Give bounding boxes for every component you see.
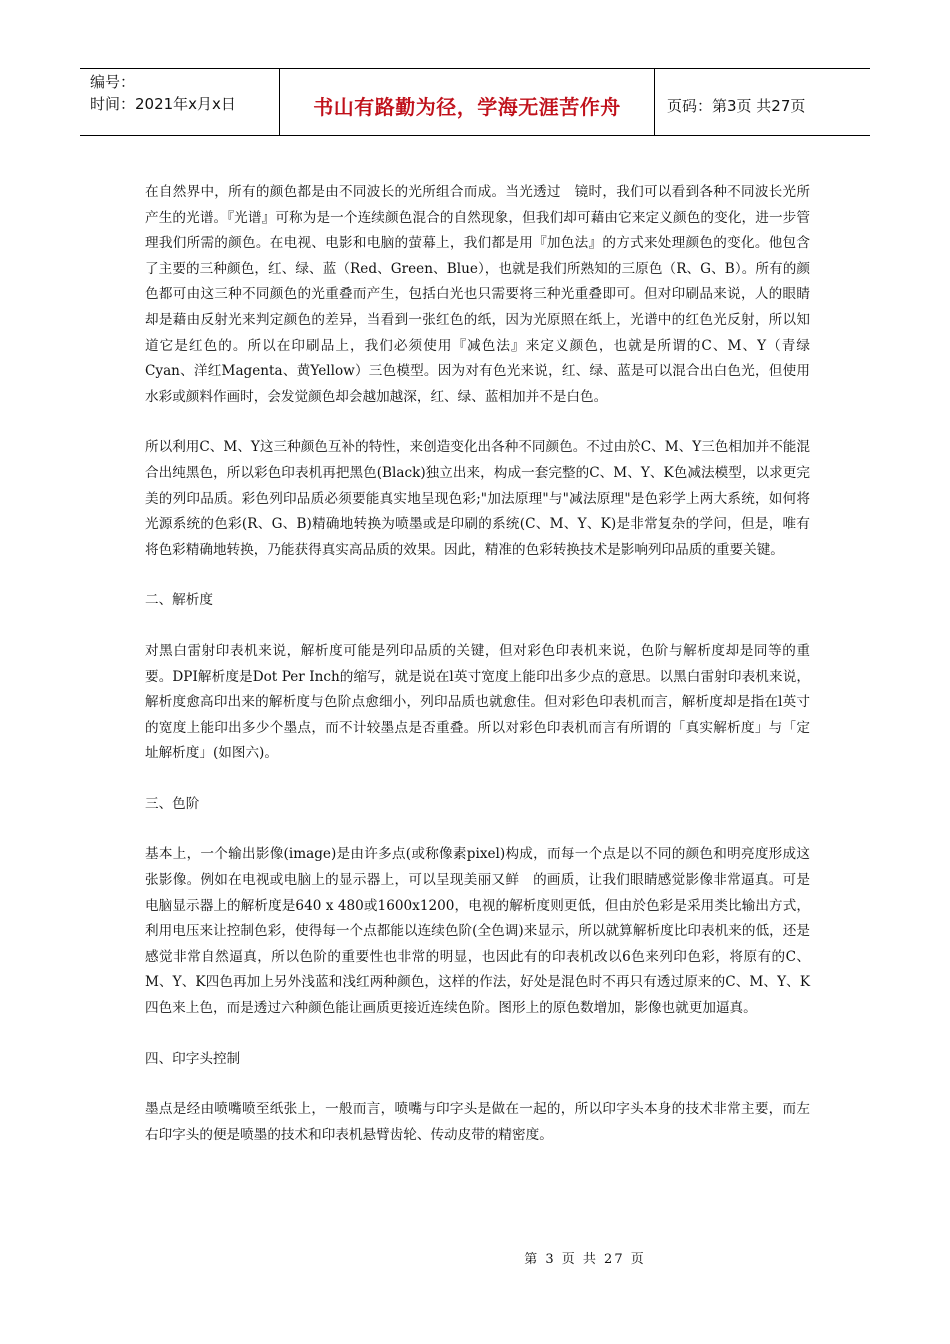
header-meta bbox=[80, 69, 280, 135]
paragraph: 基本上，一个输出影像(image)是由许多点(或称像素pixel)构成，而每一个点是以不同的颜色和明亮度形成这张影像。例如在电视或电脑上的显示器上，可以呈现美丽又鲜 的画质，让我们眼睛感觉影像非常逼真。可是电脑显示器上的解析度是640 x 480或1600x1200，电视的解析度则更低，但由於色彩是采用类比输出方式，利用电压来让控制色彩，使得每一个点都能以连续色阶(全色调)来显示，所以就算解析度比印表机来的低，还是感觉非常自然逼真，所以色阶的重要性也非常的明显，也因此有的印表机改以6色来列印色彩，将原有的C、M、Y、K四色再加上另外浅蓝和浅红两种颜色，这样的作法，好处是混色时不再只有透过原来的C、M、Y、K四色来上色，而是透过六种颜色能让画质更接近连续色阶。图形上的原色数增加，影像也就更加逼真。 bbox=[145, 846, 810, 1017]
header-page-info bbox=[655, 69, 870, 135]
header-motto-cell bbox=[280, 69, 655, 135]
page-header bbox=[80, 68, 870, 136]
paragraph: 所以利用C、M、Y这三种颜色互补的特性，来创造变化出各种不同颜色。不过由於C、M、Y三色相加并不能混合出纯黑色，所以彩色印表机再把黑色(Black)独立出来，构成一套完整的C、M、Y、K色减法模型，以求更完美的列印品质。彩色列印品质必须要能真实地呈现色彩;"加法原理"与"减法原理"是色彩学上两大系统，如何将光源系统的色彩(R、G、B)精确地转换为喷墨或是印刷的系统(C、M、Y、K)是非常复杂的学问，但是，唯有将色彩精确地转换，乃能获得真实高品质的效果。因此，精准的色彩转换技术是影响列印品质的重要关键。 bbox=[145, 439, 810, 558]
section-heading: 四、印字头控制 bbox=[145, 1050, 241, 1067]
footer-page-number: 第 3 页 共 27 页 bbox=[524, 1252, 646, 1267]
section-heading: 三、色阶 bbox=[145, 795, 200, 812]
paragraph: 在自然界中，所有的颜色都是由不同波长的光所组合而成。当光透过 镜时，我们可以看到各种不同波长光所产生的光谱。『光谱』可称为是一个连续颜色混合的自然现象，但我们却可藉由它来定义颜色的变化，进一步管理我们所需的颜色。在电视、电影和电脑的萤幕上，我们都是用『加色法』的方式来处理颜色的变化。他包含了主要的三种颜色，红、绿、蓝（Red、Green、Blue），也就是我们所熟知的三原色（R、G、B）。所有的颜色都可由这三种不同颜色的光重叠而产生，包括白光也只需要将三种光重叠即可。但对印刷品来说，人的眼睛却是藉由反射光来判定颜色的差异，当看到一张红色的纸，因为光原照在纸上，光谱中的红色光反射，所以知道它是红色的。所以在印刷品上，我们必须使用『减色法』来定义颜色，也就是所谓的C、M、Y（青绿Cyan、洋红Magenta、黄Yellow）三色模型。因为对有色光来说，红、绿、蓝是可以混合出白色光，但使用水彩或颜料作画时，会发觉颜色却会越加越深，红、绿、蓝相加并不是白色。 bbox=[145, 184, 810, 405]
paragraph: 对黑白雷射印表机来说，解析度可能是列印品质的关键，但对彩色印表机来说，色阶与解析度却是同等的重要。DPI解析度是Dot Per Inch的缩写，就是说在l英寸宽度上能印出多少点的意思。以黑白雷射印表机来说，解析度愈高印出来的解析度与色阶点愈细小，列印品质也就愈佳。但对彩色印表机而言，解析度却是指在l英寸的宽度上能印出多少个墨点，而不计较墨点是否重叠。所以对彩色印表机而言有所谓的「真实解析度」与「定址解析度」(如图六)。 bbox=[145, 642, 810, 762]
page-footer bbox=[0, 1248, 950, 1267]
section-heading: 二、解析度 bbox=[145, 592, 213, 609]
time-label: 时间：2021年x月x日 bbox=[90, 95, 236, 113]
paragraph: 墨点是经由喷嘴喷至纸张上，一般而言，喷嘴与印字头是做在一起的，所以印字头本身的技术非常主要，而左右印字头的便是喷墨的技术和印表机悬臂齿轮、传动皮带的精密度。 bbox=[145, 1101, 810, 1143]
number-label: 编号： bbox=[90, 73, 136, 91]
document-body bbox=[145, 180, 810, 1148]
page-info: 页码：第3页 共27页 bbox=[667, 96, 806, 115]
motto: 书山有路勤为径，学海无涯苦作舟 bbox=[313, 94, 621, 119]
